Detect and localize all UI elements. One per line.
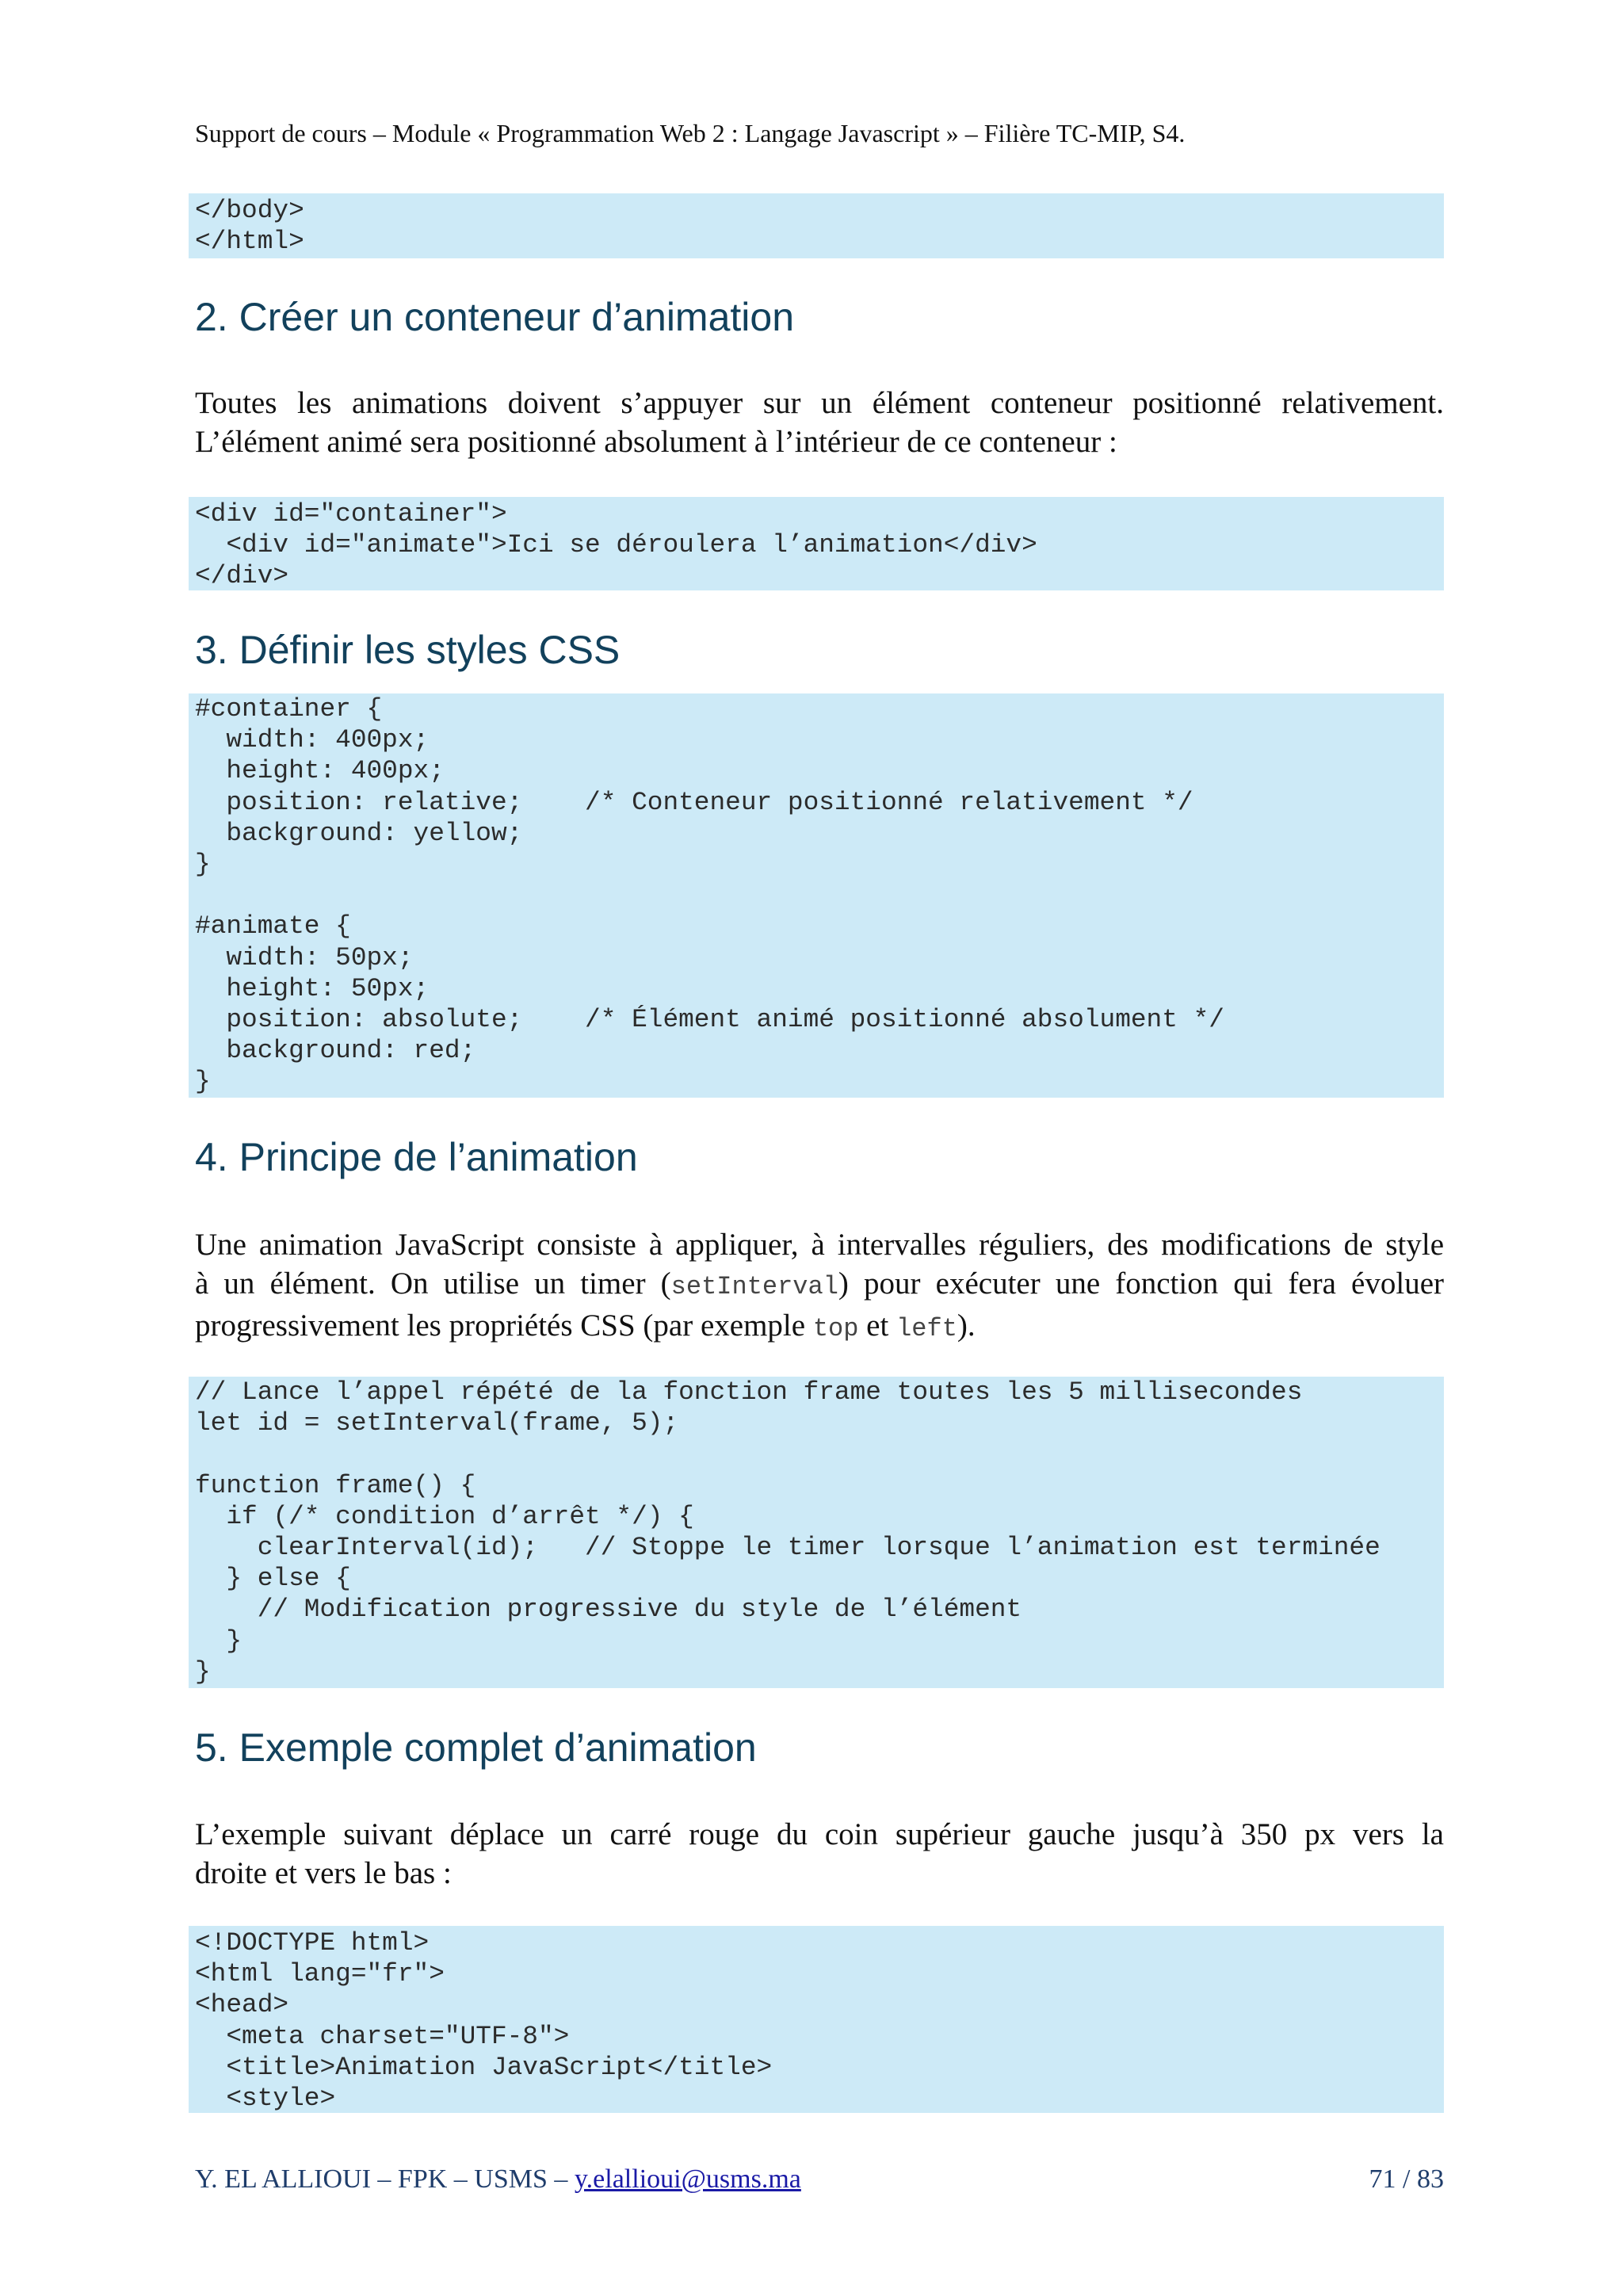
code-line: background: yellow; bbox=[195, 818, 523, 848]
code-line: } bbox=[195, 1656, 211, 1687]
inline-code: top bbox=[812, 1314, 859, 1343]
code-line: clearInterval(id); // Stoppe le timer lorsque l’animation est terminée bbox=[195, 1532, 1381, 1562]
code-line: <head> bbox=[195, 1990, 289, 2020]
code-line: <div id="container"> bbox=[195, 499, 507, 529]
code-line: <title>Animation JavaScript</title> bbox=[195, 2052, 773, 2082]
section-5-paragraph bbox=[195, 1815, 1444, 1893]
paragraph-line bbox=[195, 1264, 1444, 1306]
code-line bbox=[195, 880, 1444, 911]
paragraph-line: Une animation JavaScript consiste à appliquer, à intervalles réguliers, des modifications de style bbox=[195, 1228, 1444, 1262]
code-line: #container { bbox=[195, 694, 383, 724]
paragraph-line: L’élément animé sera positionné absolument à l’intérieur de ce conteneur : bbox=[195, 425, 1117, 459]
text-span: ). bbox=[957, 1308, 976, 1343]
code-line: </div> bbox=[195, 561, 289, 591]
code-line: </html> bbox=[195, 227, 304, 257]
code-line: <style> bbox=[195, 2083, 336, 2113]
code-block-animation-js bbox=[189, 1377, 1444, 1688]
code-line: function frame() { bbox=[195, 1470, 476, 1500]
code-block-top bbox=[189, 193, 1444, 258]
code-line bbox=[195, 1438, 1444, 1469]
section-4-heading: 4. Principe de l’animation bbox=[195, 1135, 638, 1179]
code-line: } bbox=[195, 1626, 242, 1656]
code-line: if (/* condition d’arrêt */) { bbox=[195, 1501, 694, 1531]
code-line: background: red; bbox=[195, 1036, 476, 1066]
section-3-heading: 3. Définir les styles CSS bbox=[195, 628, 621, 672]
code-line: } bbox=[195, 1067, 211, 1097]
footer-author bbox=[195, 2162, 801, 2197]
footer-author-text: Y. EL ALLIOUI – FPK – USMS – bbox=[195, 2164, 575, 2194]
code-line: width: 50px; bbox=[195, 942, 414, 972]
code-block-css bbox=[189, 693, 1444, 1098]
paragraph-line: L’exemple suivant déplace un carré rouge du coin supérieur gauche jusqu’à 350 px vers la bbox=[195, 1817, 1444, 1851]
code-line: // Lance l’appel répété de la fonction frame toutes les 5 millisecondes bbox=[195, 1377, 1303, 1407]
section-2-heading: 2. Créer un conteneur d’animation bbox=[195, 295, 795, 339]
section-2-paragraph bbox=[195, 384, 1444, 461]
inline-code: setInterval bbox=[670, 1272, 838, 1301]
text-span: et bbox=[858, 1308, 897, 1343]
code-line: <html lang="fr"> bbox=[195, 1959, 445, 1989]
paragraph-line: droite et vers le bas : bbox=[195, 1856, 452, 1890]
code-line: <meta charset="UTF-8"> bbox=[195, 2021, 570, 2051]
text-span: à un élément. On utilise un timer ( bbox=[195, 1266, 671, 1301]
inline-code: left bbox=[896, 1314, 957, 1343]
code-line: #animate { bbox=[195, 911, 351, 942]
code-line: position: relative; /* Conteneur positionné relativement */ bbox=[195, 787, 1193, 817]
code-line: <div id="animate">Ici se déroulera l’animation</div> bbox=[195, 530, 1037, 560]
code-line: // Modification progressive du style de l’élément bbox=[195, 1595, 1022, 1625]
section-4-paragraph bbox=[195, 1225, 1444, 1348]
code-line: <!DOCTYPE html> bbox=[195, 1928, 430, 1958]
text-span: progressivement les propriétés CSS (par exemple bbox=[195, 1308, 813, 1343]
code-line: position: absolute; /* Élément animé positionné absolument */ bbox=[195, 1004, 1224, 1034]
text-span: ) pour exécuter une fonction qui fera évoluer bbox=[838, 1266, 1444, 1301]
section-5-heading: 5. Exemple complet d’animation bbox=[195, 1725, 757, 1770]
code-line: </body> bbox=[195, 196, 304, 225]
code-line: } bbox=[195, 849, 211, 879]
code-block-container-html bbox=[189, 497, 1444, 590]
page-header: Support de cours – Module « Programmation Web 2 : Langage Javascript » – Filière TC-MIP, S4. bbox=[195, 119, 1186, 147]
paragraph-line: Toutes les animations doivent s’appuyer sur un élément conteneur positionné relativement. bbox=[195, 386, 1444, 420]
code-block-full-example bbox=[189, 1926, 1444, 2113]
code-line: } else { bbox=[195, 1564, 351, 1594]
paragraph-line bbox=[195, 1306, 1444, 1348]
footer-page-number: 71 / 83 bbox=[1369, 2164, 1444, 2194]
code-line: height: 50px; bbox=[195, 973, 430, 1003]
code-line: width: 400px; bbox=[195, 725, 430, 755]
footer-email-link[interactable]: y.elallioui@usms.ma bbox=[574, 2164, 801, 2194]
code-line: let id = setInterval(frame, 5); bbox=[195, 1408, 679, 1438]
code-line: height: 400px; bbox=[195, 756, 445, 786]
